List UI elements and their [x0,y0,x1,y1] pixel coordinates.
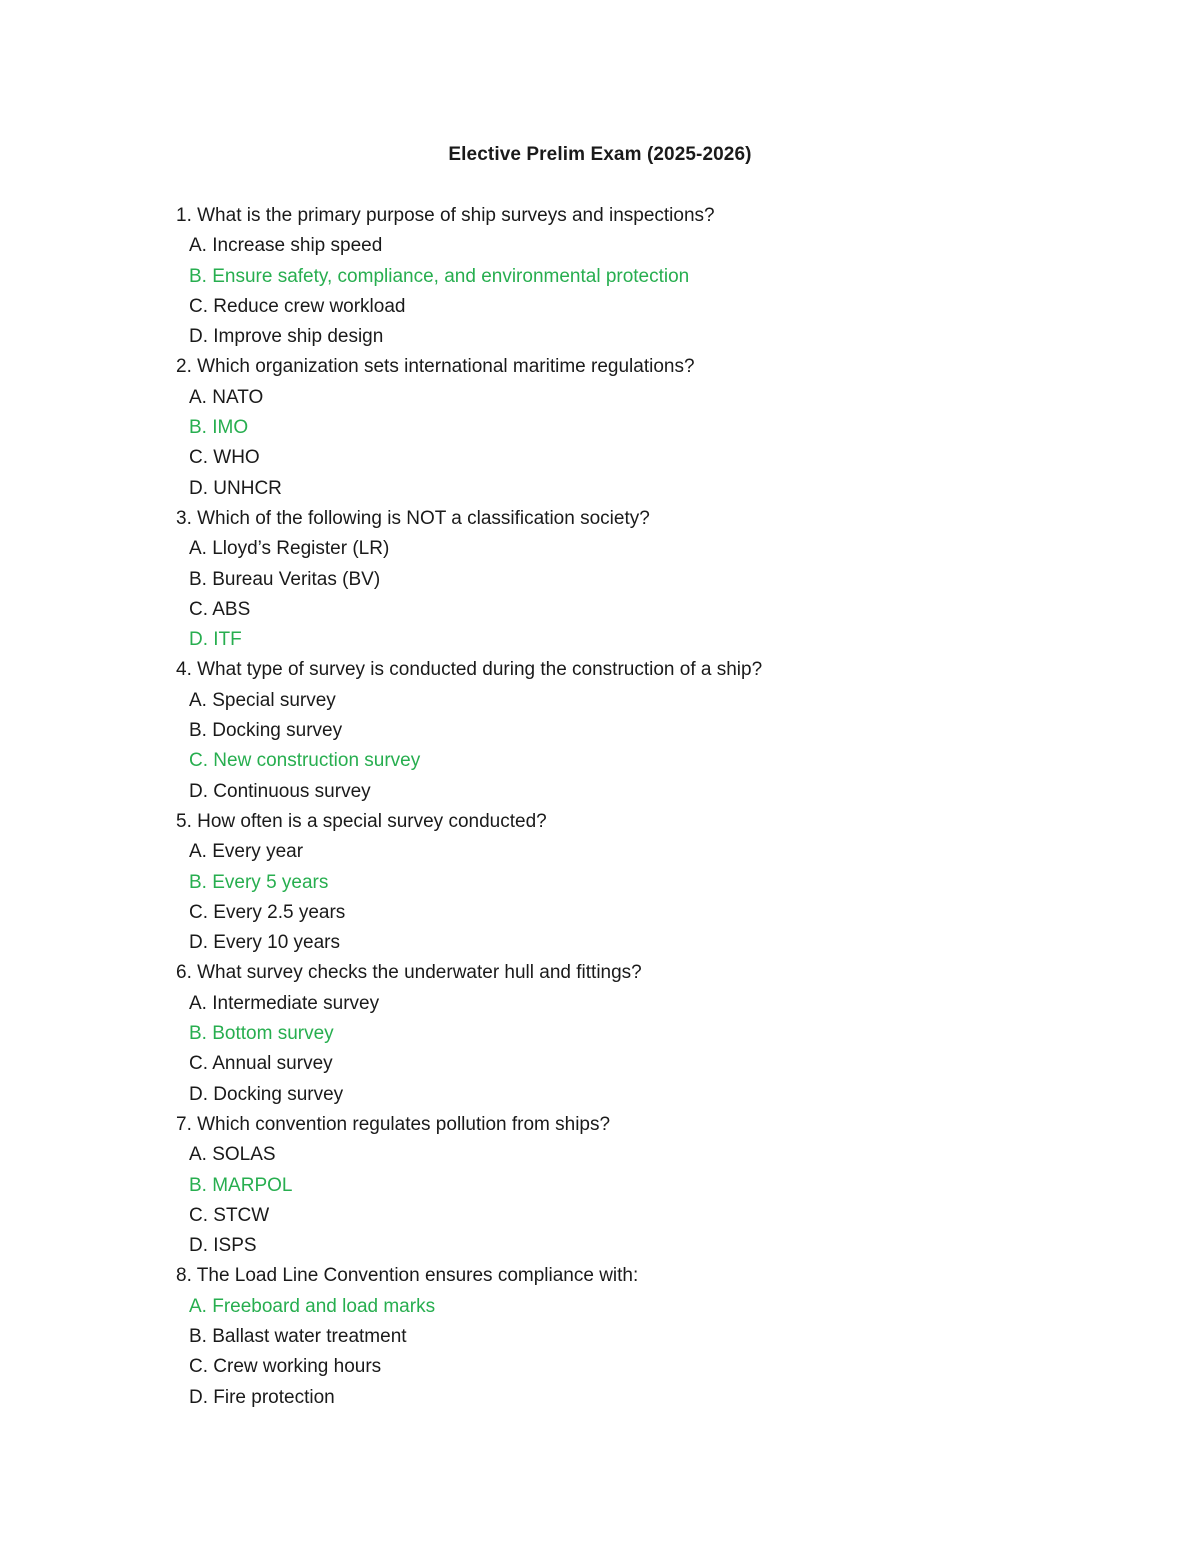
page-title: Elective Prelim Exam (2025-2026) [448,144,752,165]
answer-option-correct: A. Freeboard and load marks [189,1295,436,1317]
answer-option-correct: C. New construction survey [189,750,421,772]
answer-option: D. Fire protection [189,1386,335,1408]
question-text: 5. How often is a special survey conducted? [176,810,547,832]
answer-option: A. Every year [189,841,304,863]
answer-option: B. Ballast water treatment [189,1325,407,1347]
answer-option: C. ABS [189,598,251,620]
question-text: 7. Which convention regulates pollution from ships? [176,1113,611,1135]
question-block [176,201,1136,352]
answer-option: D. ISPS [189,1235,257,1257]
question-block [176,1261,1136,1412]
question-text: 8. The Load Line Convention ensures compliance with: [176,1265,639,1287]
answer-option-correct: B. MARPOL [189,1174,293,1196]
answer-option: D. Every 10 years [189,932,340,954]
answer-option-correct: D. ITF [189,629,242,651]
answer-option: B. Docking survey [189,720,343,742]
answer-option-correct: B. Bottom survey [189,1023,334,1045]
question-block [176,655,1136,806]
answer-option: C. Crew working hours [189,1356,382,1378]
answer-option: A. Special survey [189,689,336,711]
answer-option: C. Annual survey [189,1053,333,1075]
question-text: 2. Which organization sets international maritime regulations? [176,356,695,378]
answer-option: A. NATO [189,386,264,408]
question-text: 4. What type of survey is conducted during the construction of a ship? [176,659,763,681]
question-block [176,958,1136,1109]
question-list [176,201,1136,1413]
answer-option: C. Reduce crew workload [189,295,406,317]
question-block [176,807,1136,958]
answer-option-correct: B. IMO [189,417,249,439]
question-text: 6. What survey checks the underwater hull and fittings? [176,962,642,984]
answer-option: C. WHO [189,447,260,469]
answer-option: A. Increase ship speed [189,235,383,257]
question-block [176,504,1136,655]
question-text: 3. Which of the following is NOT a classification society? [176,507,650,529]
answer-option: A. SOLAS [189,1144,276,1166]
answer-option: D. UNHCR [189,477,282,499]
answer-option: D. Improve ship design [189,326,384,348]
answer-option: B. Bureau Veritas (BV) [189,568,381,590]
answer-option: A. Lloyd’s Register (LR) [189,538,390,560]
answer-option: D. Docking survey [189,1083,344,1105]
answer-option-correct: B. Ensure safety, compliance, and environmental protection [189,265,690,287]
answer-option: C. Every 2.5 years [189,901,346,923]
question-block [176,352,1136,503]
question-block [176,1110,1136,1261]
answer-option: A. Intermediate survey [189,992,380,1014]
answer-option-correct: B. Every 5 years [189,871,329,893]
answer-option: D. Continuous survey [189,780,371,802]
answer-option: C. STCW [189,1204,270,1226]
question-text: 1. What is the primary purpose of ship surveys and inspections? [176,205,715,226]
